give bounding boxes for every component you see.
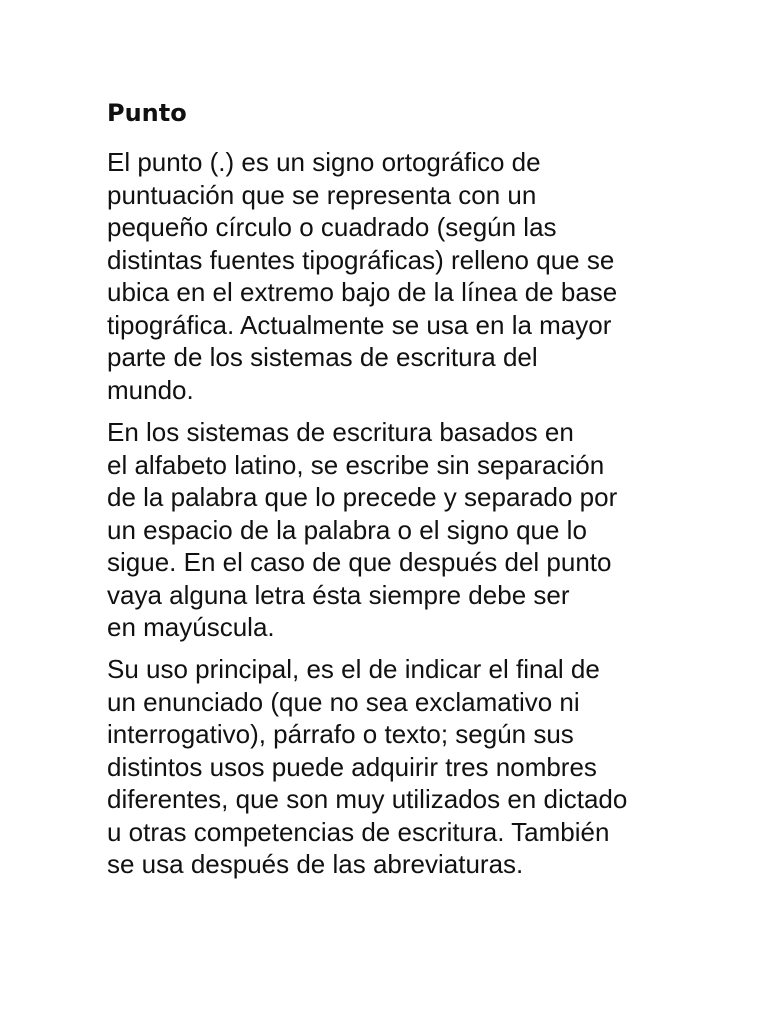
paragraph-main-use xyxy=(107,653,667,881)
text-line: u otras competencias de escritura. También xyxy=(107,816,610,847)
text-line: En los sistemas de escritura basados en xyxy=(107,417,574,447)
text-line: en mayúscula. xyxy=(107,612,275,642)
text-line: tipográfica. Actualmente se usa en la mayor xyxy=(107,309,612,340)
text-line: interrogativo), párrafo o texto; según sus xyxy=(107,719,574,749)
document-title: Punto xyxy=(107,99,187,127)
text-line: el alfabeto latino, se escribe sin separación xyxy=(107,449,605,480)
text-line: de la palabra que lo precede y separado por xyxy=(107,482,618,512)
text-line: mundo. xyxy=(107,374,194,405)
text-line: El punto (.) es un signo ortográfico de xyxy=(107,147,541,177)
text-line: pequeño círculo o cuadrado (según las xyxy=(107,212,557,242)
text-line: puntuación que se representa con un xyxy=(107,179,537,210)
paragraph-definition xyxy=(107,146,667,406)
text-line: distintas fuentes tipográficas) relleno que se xyxy=(107,244,615,275)
text-line: parte de los sistemas de escritura del xyxy=(107,342,538,372)
paragraph-latin-alphabet xyxy=(107,416,667,644)
text-line: vaya alguna letra ésta siempre debe ser xyxy=(107,579,570,610)
text-line: se usa después de las abreviaturas. xyxy=(107,849,524,879)
text-line: diferentes, que son muy utilizados en dictado xyxy=(107,784,628,814)
text-line: un enunciado (que no sea exclamativo ni xyxy=(107,686,580,717)
text-line: Su uso principal, es el de indicar el final de xyxy=(107,654,600,684)
text-line: sigue. En el caso de que después del punto xyxy=(107,547,612,577)
text-line: distintos usos puede adquirir tres nombres xyxy=(107,751,597,782)
text-line: un espacio de la palabra o el signo que lo xyxy=(107,514,587,545)
text-line: ubica en el extremo bajo de la línea de base xyxy=(107,277,618,307)
